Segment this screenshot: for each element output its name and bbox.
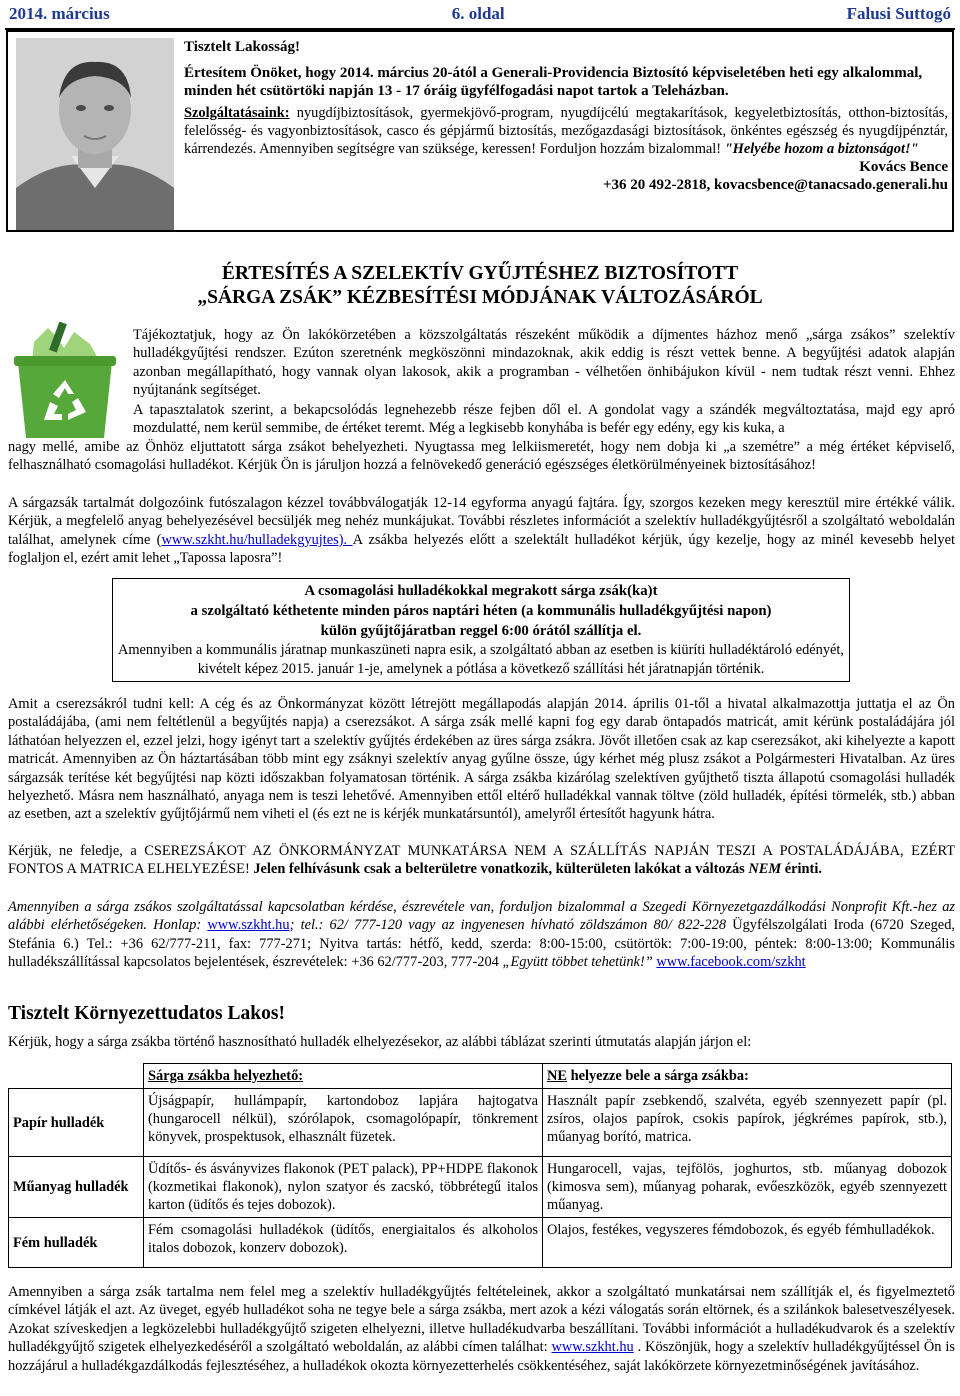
paragraph-5-nem: NEM	[748, 861, 782, 878]
paragraph-5	[8, 842, 955, 879]
closing-paragraph	[8, 1283, 955, 1375]
box-line-2: a szolgáltató kéthetente minden páros naptári héten (a kommunális hulladékgyűjtési napon)	[190, 603, 772, 619]
title-line-1: ÉRTESÍTÉS A SZELEKTÍV GYŰJTÉSHEZ BIZTOSÍTOTT	[221, 263, 739, 284]
paragraph-5a: Kérjük, ne feledje, a CSEREZSÁKOT AZ ÖNKORMÁNYZAT MUNKATÁRSA NEM A SZÁLLÍTÁS NAPJÁN TESZI A POSTALÁDÁJÁBA, EZÉRT FONTOS A MATRICA ELHELYEZÉSE!	[8, 843, 955, 878]
paragraph-6-italic: Amennyiben a sárga zsákos szolgáltatással kapcsolatban kérdése, észrevétele van, forduljon bizalommal a Szegedi Környezetgazdálkodási Nonprofit Kft.-hez az alábbi elérhetőségeken. Honlap:	[8, 899, 955, 934]
paragraph-6-slogan: „Együtt többet tehetünk!”	[502, 954, 653, 971]
paragraph-6-rest: Ügyfélszolgálati Iroda (6720 Szeged, Stefánia 6.) Tel.: +36 62/777-211, fax: 777-271; Nyitva tartás: hétfő, kedd, szerda: 8:00-15:00, csütörtök: 7:00-19:00, péntek: 8:00-13:00; Kommunális hulladékszállítással kapcsolatos bejelentések, észrevételek: +36 62/777-203, 777-204	[8, 917, 955, 971]
row-no-metal: Olajos, festékes, vegyszeres fémdobozok, és egyéb fémhulladékok.	[543, 1218, 952, 1268]
header-publication: Falusi Suttogó	[846, 4, 951, 23]
table-row	[9, 1218, 952, 1268]
paragraph-5b: Jelen felhívásunk csak a belterületre vonatkozik, külterületen lakókat a változás	[249, 861, 749, 878]
ad-services-label: Szolgáltatásaink:	[184, 105, 290, 121]
table-row	[9, 1157, 952, 1218]
row-yes-paper: Újságpapír, hullámpapír, kartondoboz lapjára hajtogatva (hungarocell nélkül), szórólapok, csomagolópapír, tönkrement könyvek, prospektusok, elhasznált füzetek.	[144, 1089, 543, 1157]
header-date: 2014. március	[9, 4, 110, 23]
ad-text	[184, 38, 948, 194]
insurance-ad	[6, 30, 954, 232]
agent-photo	[16, 38, 174, 230]
ad-greeting: Tisztelt Lakosság!	[184, 39, 300, 55]
row-no-plastic: Hungarocell, vajas, tejfölös, joghurtos, stb. műanyag dobozok (kimosva sem), műanyag poharak, evőeszközök, egyéb szennyezett műanyag.	[543, 1157, 952, 1218]
box-line-3: külön gyűjtőjáratban reggel 6:00 órától szállítja el.	[320, 623, 642, 639]
szkht-hulladekgyujtes-link[interactable]: www.szkht.hu/hulladekgyujtes).	[161, 531, 353, 548]
paragraph-6-italic-2: ; tel.: 62/ 777-120 vagy az ingyenesen hívható zöldszámon 80/ 822-228	[289, 917, 727, 934]
collection-notice-box	[112, 578, 850, 682]
paragraph-6	[8, 898, 955, 972]
szkht-home-link[interactable]: www.szkht.hu	[207, 917, 290, 934]
paragraph-3	[8, 494, 955, 568]
ad-contact: +36 20 492-2818, kovacsbence@tanacsado.generali.hu	[603, 177, 948, 193]
ad-slogan: "Helyébe hozom a biztonságot!"	[724, 141, 919, 157]
paragraph-3a: A sárgazsák tartalmát dolgozóink futószalagon kézzel továbbválogatják 12-14 egyforma anyagú fajtára. Így, szorgos kezeken megy keresztül mire értékké válik. Kérjük, a megfelelő anyag behelyezésével becsüljék meg nehéz munkájukat. További részletes információt a szelektív hulladékgyűjtésről a szolgáltató weboldalán találhat, amelynek címe (	[8, 495, 955, 548]
page-header	[5, 0, 955, 30]
paragraph-5c: érinti.	[781, 861, 822, 878]
section-intro: Kérjük, hogy a sárga zsákba történő hasznosítható hulladék elhelyezésekor, az alábbi táblázat szerinti útmutatás alapján járjon el:	[8, 1034, 752, 1050]
paragraph-3b: A zsákba helyezés előtt a szelektált hulladékot kérjük, úgy kezelje, hogy az minél kevesebb helyet foglaljon el, ezért amit lehet „Tapossa laposra”!	[8, 531, 955, 567]
intro-paragraph: Tájékoztatjuk, hogy az Ön lakókörzetében a közszolgáltatás részeként működik a díjmentes házhoz menő „sárga zsákos” szelektív hulladékgyűjtési rendszer. Ezúton szeretnénk megköszönni mindazoknak, akik eddig is részt vettek benne. A begyűjtési adatok alapján azonban megállapítható, hogy vannak olyan lakosok, akik a programban - vélhetően önhibájukon kívül - nem tudtak részt venni. Ehhez nyújtanánk segítséget.	[133, 327, 955, 399]
closing-a: Amennyiben a sárga zsák tartalma nem felel meg a szelektív hulladékgyűjtés feltételeinek, akkor a szolgáltató munkatársai nem szállítják el, és figyelmeztető címkével látják el azt. Az üveget, egyéb hulladékot soha ne tegye bele a sárga zsákba, mert azok a kézi válogatás során eltörnek, és a szilánkok balesetveszélyesek. Azokat szíveskedjen a legközelebbi hulladékgyűjtő szigeten elhelyezni, illetve hulladékudvarba beszállítani. További információt a hulladékudvarok és a szelektív hulladékgyűjtő szigetek elhelyezkedéséről a szolgáltató weboldalán, az alábbi címen találhat:	[8, 1284, 955, 1356]
box-line-1: A csomagolási hulladékokkal megrakott sárga zsák(ka)t	[304, 583, 658, 599]
table-header-no: NE helyezze bele a sárga zsákba:	[543, 1064, 952, 1089]
row-yes-metal: Fém csomagolási hulladékok (üdítős, energiaitalos és alkoholos italos dobozok, konzerv dobozok).	[144, 1218, 543, 1268]
ad-services-text: nyugdíjbiztosítások, gyermekjövő-program, nyugdíjcélú megtakarítások, kegyeletbiztosítás, otthon-biztosítás, felelősség- és vagyonbiztosítások, casco és gépjármű biztosítás, mezőgazdasági biztosítások, önkéntes egészség és nyugdíjpénztár, kárrendezés. Amennyiben segítségre van szüksége, keressen! Forduljon hozzám bizalommal!	[184, 105, 948, 157]
section-subtitle: Tisztelt Környezettudatos Lakos!	[8, 1003, 285, 1024]
title-line-2: „SÁRGA ZSÁK” KÉZBESÍTÉSI MÓDJÁNAK VÁLTOZÁSÁRÓL	[197, 287, 763, 308]
row-label-paper: Papír hulladék	[9, 1089, 144, 1157]
row-no-paper: Használt papír zsebkendő, szalvéta, egyéb szennyezett papír (pl. zsíros, olajos papírok, csokis papírok, jégkrémes papírok, stb.), műanyag borító, matrica.	[543, 1089, 952, 1157]
ad-name: Kovács Bence	[859, 159, 948, 175]
paragraph-2b: nagy mellé, amibe az Önhöz eljuttatott sárga zsákot behelyezheti. Nyugtassa meg lelkiismeretét, hogy nem dobja ki „a szemétre” a még értéket képviselő, felhasználható csomagolási hulladékot. Kérjük Ön is járuljon hozzá a felnövekedő generáció egészséges életkörülményeinek biztosításához!	[8, 439, 955, 474]
ad-services	[184, 104, 948, 158]
facebook-link[interactable]: www.facebook.com/szkht	[656, 954, 806, 971]
header-page: 6. oldal	[451, 4, 505, 23]
recycling-bin-icon	[4, 322, 126, 440]
paragraph-4: Amit a cserezsákról tudni kell: A cég és az Önkormányzat között létrejött megállapodás alapján 2014. április 01-től a hivatal alkalmazottja juttatja el az Ön postaládájába, (ami nem feltétlenül a begyűjtés napja) a cserezsákot. A sárga zsák mellé kapni fog egy darab öntapadós matricát, amit kérünk postaládájára jól láthatóan helyezzen el, ezzel jelzi, hogy igényt tart a szelektív gyűjtés érdekében az üres sárga zsákra. Jövőt illetően csak az kap cserezsákot, aki kihelyezte a kapott matricát. Amennyiben az Ön háztartásában több mint egy zsáknyi szelektív anyag gyűlne össze, úgy kérhet még plusz zsákot a Polgármesteri Hivatalban. Az üres sárgazsák terítése két begyűjtési nap közti időszakban folyamatosan történik. A sárga zsákba kizárólag szelektíven gyűjthető tiszta állapotú csomagolási hulladék helyezhető. Másra nem használható, anyaga nem is teszi lehetővé. Amennyiben ettől eltérő hulladékkal vannak töltve (zöld hulladék, építési törmelék, stb.) abban az esetben, azt a szelektív gyűjtőjármű nem viheti el (és ezt ne is kérjék munkatársuntól), amelyről értesítőt hagyunk hátra.	[8, 696, 955, 823]
paragraph-2a: A tapasztalatok szerint, a bekapcsolódás legnehezebb része fejben dől el. A gondolat vagy a szándék megváltoztatása, majd egy apró mozdulatté, nem kerül semmibe, de értéket teremt. Még a legkisebb konyhába is befér egy edény, egy kis kuka, a	[133, 402, 955, 437]
box-line-4: Amennyiben a kommunális járatnap munkaszüneti napra esik, a szolgáltató abban az esetben is kiüríti hulladéktároló edényét, kivételt képez 2015. január 1-je, amelynek a pótlása a következő szállítási hét járatnapján történik.	[117, 642, 845, 677]
closing-b: . Köszönjük, hogy a szelektív hulladékgyűjtéssel Ön is hozzájárul a hulladékgazdálkodás fejlesztéséhez, a hulladékok okozta környezetterhelés csökkentéséhez, saját lakókörzete környezetminőségének javításához.	[8, 1339, 955, 1374]
table-header-yes: Sárga zsákba helyezhető:	[144, 1064, 543, 1089]
row-yes-plastic: Üdítős- és ásványvizes flakonok (PET palack), PP+HDPE flakonok (kozmetikai flakonok), nylon szatyor és zacskó, többrétegű italos karton (üdítős és tejes dobozok).	[144, 1157, 543, 1218]
table-header-row	[9, 1064, 952, 1089]
article-title	[0, 262, 960, 310]
row-label-metal: Fém hulladék	[9, 1218, 144, 1268]
row-label-plastic: Műanyag hulladék	[9, 1157, 144, 1218]
ad-intro: Értesítem Önöket, hogy 2014. március 20-ától a Generali-Providencia Biztosító képviseletében heti egy alkalommal, minden hét csütörtöki napján 13 - 17 óráig ügyfélfogadási napot tartok a Teleházban.	[184, 65, 923, 99]
table-row	[9, 1089, 952, 1157]
sorting-guide-table	[8, 1063, 952, 1268]
szkht-closing-link[interactable]: www.szkht.hu	[551, 1339, 634, 1356]
